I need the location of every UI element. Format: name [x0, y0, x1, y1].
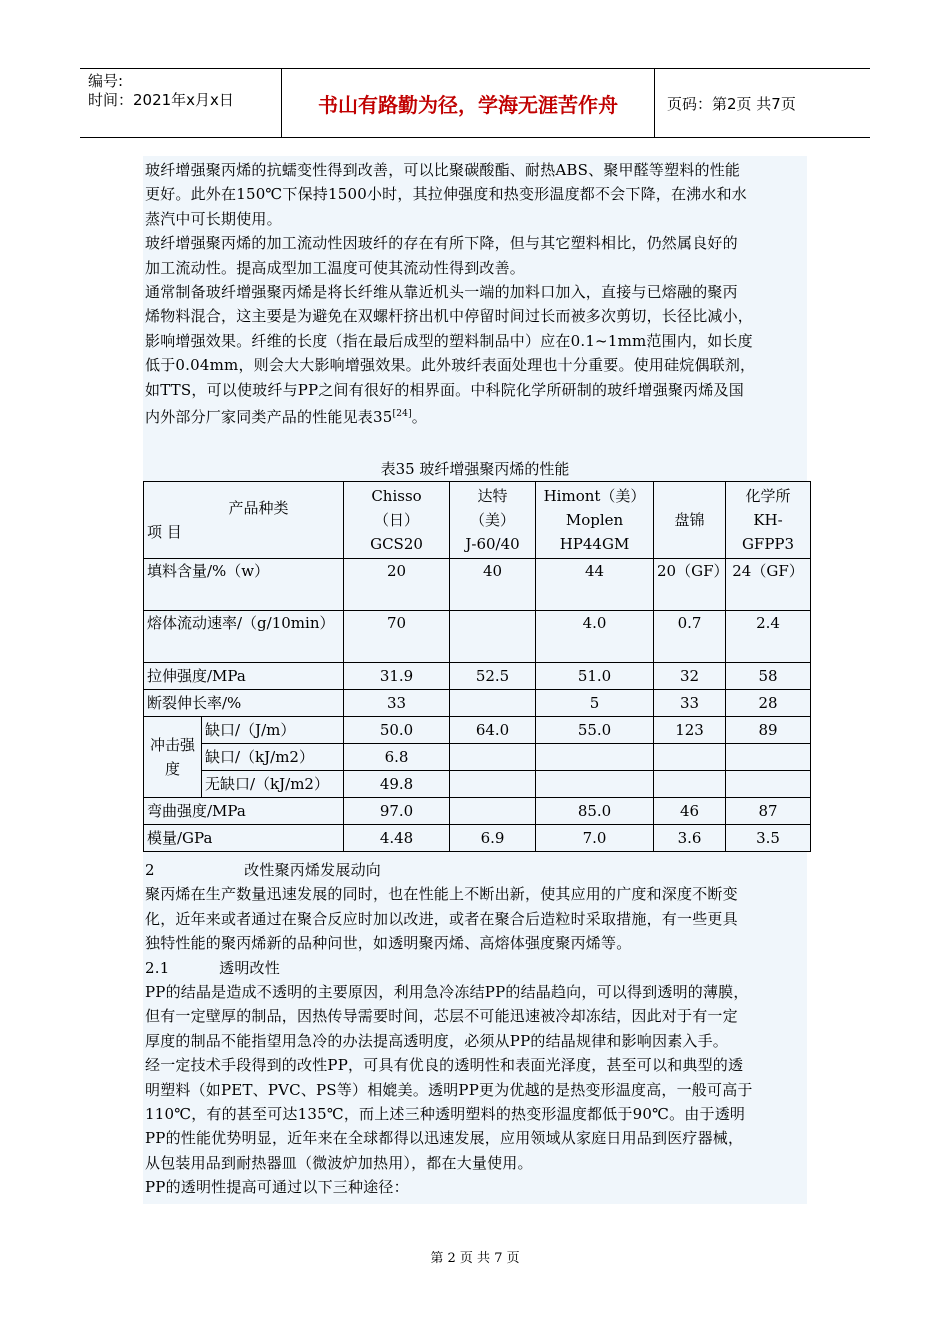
table-row: [144, 611, 811, 663]
corner-top-label: 产品种类: [228, 499, 289, 517]
text-line: PP的透明性提高可通过以下三种途径：: [145, 1178, 409, 1197]
table-caption: 表35 玻纤增强聚丙烯的性能: [380, 460, 570, 478]
column-header: Chisso （日） GCS20: [344, 482, 450, 559]
table-cell: 85.0: [536, 798, 654, 825]
table-cell: 52.5: [450, 663, 536, 690]
table-cell: 6.8: [344, 744, 450, 771]
table-cell: [536, 771, 654, 798]
table-cell: 50.0: [344, 717, 450, 744]
subsection-heading: 2.1 透明改性: [145, 958, 280, 977]
table-cell: 70: [344, 611, 450, 663]
table-cell: 87: [726, 798, 811, 825]
text-line: 化，近年来或者通过在聚合反应时加以改进，或者在聚合后造粒时采取措施，有一些更具: [145, 909, 738, 928]
table-row: [144, 798, 811, 825]
paragraph-block-2: [145, 858, 807, 1200]
table-cell: 4.0: [536, 611, 654, 663]
table-cell: [536, 744, 654, 771]
impact-group-label: 冲击强度: [144, 717, 202, 798]
header-page-label: 页码：第2页 共7页: [667, 94, 796, 113]
column-header: 达特 （美） J-60/40: [450, 482, 536, 559]
text-line: 独特性能的聚丙烯新的品种问世，如透明聚丙烯、高熔体强度聚丙烯等。: [145, 934, 632, 953]
table-cell: 20: [344, 559, 450, 611]
table-cell: [450, 798, 536, 825]
text-line: 玻纤增强聚丙烯的加工流动性因玻纤的存在有所下降，但与其它塑料相比，仍然属良好的: [145, 234, 738, 253]
table-cell: 55.0: [536, 717, 654, 744]
text-line: 烯物料混合，这主要是为避免在双螺杆挤出机中停留时间过长而被多次剪切，长径比减小，: [145, 307, 754, 326]
table-cell: 33: [344, 690, 450, 717]
table-cell: 28: [726, 690, 811, 717]
header-meta: [80, 69, 282, 137]
table-cell: 64.0: [450, 717, 536, 744]
text-line: 加工流动性。提高成型加工温度可使其流动性得到改善。: [145, 258, 526, 277]
text-line: 如TTS，可以使玻纤与PP之间有很好的相界面。中科院化学所研制的玻纤增强聚丙烯及国: [145, 380, 744, 399]
text-line: 厚度的制品不能指望用急冷的办法提高透明度，必须从PP的结晶规律和影响因素入手。: [145, 1031, 728, 1050]
paragraph-block-1: [145, 158, 807, 429]
text-line: 蒸汽中可长期使用。: [145, 209, 282, 228]
row-label: 填料含量/%（w）: [144, 559, 344, 611]
table-cell: 44: [536, 559, 654, 611]
text-line: 影响增强效果。纤维的长度（指在最后成型的塑料制品中）应在0.1~1mm范围内，如长度: [145, 331, 753, 350]
table-cell: [726, 771, 811, 798]
table-corner-cell: [144, 482, 344, 559]
page-header: [80, 68, 870, 138]
text-line: 经一定技术手段得到的改性PP，可具有优良的透明性和表面光泽度，甚至可以和典型的透: [145, 1056, 744, 1075]
table-cell: [726, 744, 811, 771]
text-line: 通常制备玻纤增强聚丙烯是将长纤维从靠近机头一端的加料口加入，直接与已熔融的聚丙: [145, 283, 738, 302]
table-cell: 24（GF）: [726, 559, 811, 611]
table-row: [144, 744, 811, 771]
row-label: 拉伸强度/MPa: [144, 663, 344, 690]
table-cell: [450, 611, 536, 663]
column-header: 盘锦: [654, 482, 726, 559]
row-label: 弯曲强度/MPa: [144, 798, 344, 825]
row-label: 缺口/（kJ/m2）: [202, 744, 344, 771]
table-cell: [654, 771, 726, 798]
table-row: [144, 717, 811, 744]
table-cell: 40: [450, 559, 536, 611]
table-cell: 89: [726, 717, 811, 744]
corner-bottom-label: 项 目: [147, 523, 182, 541]
text-line: [145, 402, 807, 429]
table-cell: 6.9: [450, 825, 536, 852]
row-label: 无缺口/（kJ/m2）: [202, 771, 344, 798]
table-cell: 49.8: [344, 771, 450, 798]
table-cell: [450, 771, 536, 798]
column-header: Himont（美） Moplen HP44GM: [536, 482, 654, 559]
text-line: 110℃，有的甚至可达135℃，而上述三种透明塑料的热变形温度都低于90℃。由于透明: [145, 1105, 746, 1124]
table-cell: 3.5: [726, 825, 811, 852]
doc-date-label: 时间：2021年x月x日: [88, 91, 234, 109]
table-cell: 46: [654, 798, 726, 825]
table-cell: 2.4: [726, 611, 811, 663]
text-line: 更好。此外在150℃下保持1500小时，其拉伸强度和热变形温度都不会下降，在沸水和水: [145, 185, 747, 204]
properties-table: [143, 481, 811, 852]
table-cell: 3.6: [654, 825, 726, 852]
reference-marker[interactable]: [24]: [392, 409, 412, 420]
table-row: [144, 825, 811, 852]
table-cell: 97.0: [344, 798, 450, 825]
table-row: [144, 690, 811, 717]
row-label: 断裂伸长率/%: [144, 690, 344, 717]
table-cell: 7.0: [536, 825, 654, 852]
text-line: 但有一定壁厚的制品，因热传导需要时间，芯层不可能迅速被冷却冻结，因此对于有一定: [145, 1007, 738, 1026]
table-cell: [450, 690, 536, 717]
column-header: 化学所 KH-GFPP3: [726, 482, 811, 559]
table-header-row: [144, 482, 811, 559]
table-cell: 4.48: [344, 825, 450, 852]
table-cell: 20（GF）: [654, 559, 726, 611]
page-footer: 第 2 页 共 7 页: [430, 1251, 520, 1266]
table-cell: [450, 744, 536, 771]
table-cell: 32: [654, 663, 726, 690]
text-line: PP的结晶是造成不透明的主要原因，利用急冷冻结PP的结晶趋向，可以得到透明的薄膜，: [145, 983, 749, 1002]
text-segment: 。: [411, 408, 427, 427]
table-cell: 58: [726, 663, 811, 690]
table-cell: 5: [536, 690, 654, 717]
row-label: 模量/GPa: [144, 825, 344, 852]
text-line: 明塑料（如PET、PVC、PS等）相媲美。透明PP更为优越的是热变形温度高，一般可高于: [145, 1080, 753, 1099]
table-row: [144, 559, 811, 611]
text-line: 从包装用品到耐热器皿（微波炉加热用），都在大量使用。: [145, 1153, 533, 1172]
table-cell: 123: [654, 717, 726, 744]
text-line: 聚丙烯在生产数量迅速发展的同时，也在性能上不断出新，使其应用的广度和深度不断变: [145, 885, 738, 904]
doc-code-label: 编号:: [88, 72, 124, 90]
row-label: 缺口/（J/m）: [202, 717, 344, 744]
table-cell: 0.7: [654, 611, 726, 663]
row-label: 熔体流动速率/（g/10min）: [144, 611, 344, 663]
text-line: 玻纤增强聚丙烯的抗蠕变性得到改善，可以比聚碳酸酯、耐热ABS、聚甲醛等塑料的性能: [145, 161, 741, 179]
text-line: PP的性能优势明显，近年来在全球都得以迅速发展，应用领域从家庭日用品到医疗器械，: [145, 1129, 744, 1148]
text-segment: 内外部分厂家同类产品的性能见表35: [145, 408, 393, 427]
table-cell: 33: [654, 690, 726, 717]
table-cell: 31.9: [344, 663, 450, 690]
section-heading: 2 改性聚丙烯发展动向: [145, 861, 381, 879]
header-motto: 书山有路勤为径，学海无涯苦作舟: [282, 69, 655, 137]
table-row: [144, 771, 811, 798]
table-cell: [654, 744, 726, 771]
table-row: [144, 663, 811, 690]
text-line: 低于0.04mm，则会大大影响增强效果。此外玻纤表面处理也十分重要。使用硅烷偶联剂，: [145, 356, 756, 375]
table-cell: 51.0: [536, 663, 654, 690]
